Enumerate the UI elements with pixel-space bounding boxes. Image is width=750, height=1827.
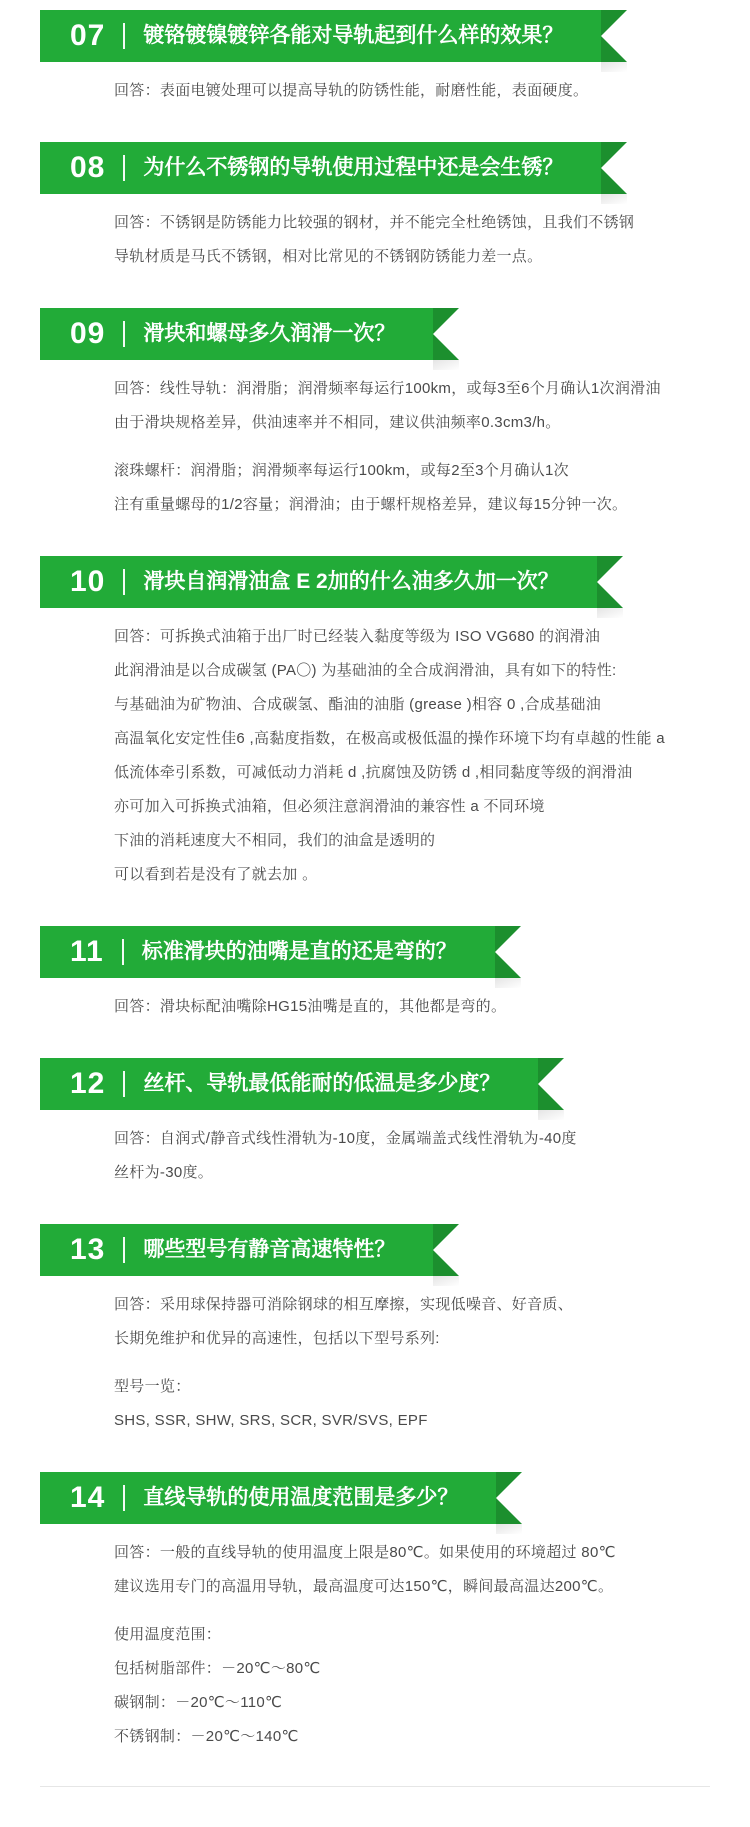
answer-line: SHS, SSR, SHW, SRS, SCR, SVR/SVS, EPF <box>114 1412 428 1429</box>
answer-line: 包括树脂部件：－20℃～80℃ <box>114 1660 321 1677</box>
faq-banner-wrapper <box>0 1058 750 1110</box>
section-spacer <box>0 110 750 136</box>
answer-line: 型号一览： <box>114 1378 191 1395</box>
answer-line: 注有重量螺母的1/2容量；润滑油；由于螺杆规格差异，建议每15分钟一次。 <box>114 496 628 513</box>
answer-line: 与基础油为矿物油、合成碳氢、酯油的油脂 (grease )相容 0 ,合成基础油 <box>114 696 602 713</box>
faq-banner-wrapper <box>0 926 750 978</box>
ribbon-fold-icon <box>433 1224 459 1276</box>
ribbon-fold-icon <box>601 142 627 194</box>
faq-answer <box>0 1290 750 1436</box>
faq-number: 07 <box>70 19 106 52</box>
faq-answer <box>0 76 750 106</box>
section-spacer <box>0 524 750 550</box>
faq-answer <box>0 374 750 520</box>
ribbon-shadow <box>538 1110 564 1120</box>
answer-line: 回答：采用球保持器可消除钢球的相互摩擦，实现低噪音、好音质、 <box>114 1296 574 1313</box>
section-spacer <box>0 276 750 302</box>
faq-question: 标准滑块的油嘴是直的还是弯的？ <box>141 940 457 963</box>
faq-banner <box>40 1058 538 1110</box>
banner-divider <box>123 569 125 595</box>
faq-banner <box>40 308 433 360</box>
answer-line: 回答：不锈钢是防锈能力比较强的钢材，并不能完全杜绝锈蚀，且我们不锈钢 <box>114 214 635 231</box>
answer-line: 回答：自润式/静音式线性滑轨为-10度，金属端盖式线性滑轨为-40度 <box>114 1130 577 1147</box>
faq-banner <box>40 926 495 978</box>
answer-line: 建议选用专门的高温用导轨，最高温度可达150℃，瞬间最高温达200℃。 <box>114 1578 614 1595</box>
faq-answer <box>0 1538 750 1752</box>
answer-line: 低流体牵引系数，可减低动力消耗 d ,抗腐蚀及防锈 d ,相同黏度等级的润滑油 <box>114 764 633 781</box>
answer-line: 丝杆为-30度。 <box>114 1164 214 1181</box>
faq-number: 08 <box>70 151 106 184</box>
banner-divider <box>123 1237 125 1263</box>
faq-item-13 <box>0 1224 750 1466</box>
ribbon-shadow <box>597 608 623 618</box>
section-spacer <box>0 1026 750 1052</box>
ribbon-fold-icon <box>433 308 459 360</box>
answer-line: 回答：一般的直线导轨的使用温度上限是80℃。如果使用的环境超过 80℃ <box>114 1544 616 1561</box>
faq-question: 滑块和螺母多久润滑一次？ <box>143 322 396 345</box>
banner-divider <box>123 1485 125 1511</box>
answer-line: 使用温度范围： <box>114 1626 222 1643</box>
ribbon-shadow <box>433 360 459 370</box>
answer-line: 亦可加入可拆换式油箱，但必须注意润滑油的兼容性 a 不同环境 <box>114 798 545 815</box>
answer-line: 回答：可拆换式油箱于出厂时已经装入黏度等级为 ISO VG680 的润滑油 <box>114 628 601 645</box>
section-spacer <box>0 894 750 920</box>
faq-item-07 <box>0 10 750 136</box>
section-spacer <box>0 1440 750 1466</box>
answer-line: 此润滑油是以合成碳氢 (PA〇) 为基础油的全合成润滑油，具有如下的特性: <box>114 662 617 679</box>
ribbon-shadow <box>601 62 627 72</box>
banner-divider <box>123 23 125 49</box>
faq-item-09 <box>0 308 750 550</box>
faq-question: 为什么不锈钢的导轨使用过程中还是会生锈？ <box>143 156 564 179</box>
faq-number: 13 <box>70 1233 106 1266</box>
faq-item-08 <box>0 142 750 302</box>
faq-banner-wrapper <box>0 10 750 62</box>
faq-number: 12 <box>70 1067 106 1100</box>
answer-line: 高温氧化安定性佳6 ,高黏度指数，在极高或极低温的操作环境下均有卓越的性能 a <box>114 730 665 747</box>
banner-divider <box>123 321 125 347</box>
faq-answer <box>0 208 750 272</box>
answer-line: 回答：线性导轨：润滑脂；润滑频率每运行100km，或每3至6个月确认1次润滑油 <box>114 380 661 397</box>
faq-answer <box>0 992 750 1022</box>
answer-line: 由于滑块规格差异，供油速率并不相同，建议供油频率0.3cm3/h。 <box>114 414 561 431</box>
faq-banner <box>40 1472 496 1524</box>
answer-line: 回答：表面电镀处理可以提高导轨的防锈性能，耐磨性能，表面硬度。 <box>114 82 589 99</box>
faq-banner-wrapper <box>0 308 750 360</box>
faq-answer <box>0 622 750 890</box>
ribbon-shadow <box>496 1524 522 1534</box>
ribbon-fold-icon <box>496 1472 522 1524</box>
footer-divider <box>40 1786 710 1787</box>
section-spacer <box>0 1192 750 1218</box>
ribbon-fold-icon <box>597 556 623 608</box>
answer-line: 下油的消耗速度大不相同，我们的油盒是透明的 <box>114 832 436 849</box>
faq-question: 镀铬镀镍镀锌各能对导轨起到什么样的效果？ <box>143 24 564 47</box>
faq-number: 14 <box>70 1481 106 1514</box>
answer-line: 长期免维护和优异的高速性，包括以下型号系列: <box>114 1330 440 1347</box>
banner-divider <box>123 1071 125 1097</box>
answer-line: 回答：滑块标配油嘴除HG15油嘴是直的，其他都是弯的。 <box>114 998 507 1015</box>
ribbon-fold-icon <box>538 1058 564 1110</box>
faq-number: 09 <box>70 317 106 350</box>
answer-line: 不锈钢制：－20℃～140℃ <box>114 1728 299 1745</box>
faq-question: 直线导轨的使用温度范围是多少？ <box>143 1486 459 1509</box>
ribbon-shadow <box>601 194 627 204</box>
faq-banner <box>40 1224 433 1276</box>
faq-banner <box>40 556 597 608</box>
faq-number: 11 <box>70 935 104 968</box>
answer-line: 导轨材质是马氏不锈钢，相对比常见的不锈钢防锈能力差一点。 <box>114 248 543 265</box>
answer-line: 碳钢制：－20℃～110℃ <box>114 1694 283 1711</box>
banner-divider <box>122 939 124 965</box>
faq-banner <box>40 10 601 62</box>
faq-item-12 <box>0 1058 750 1218</box>
banner-divider <box>123 155 125 181</box>
answer-line: 可以看到若是没有了就去加 。 <box>114 866 318 883</box>
faq-banner-wrapper <box>0 1224 750 1276</box>
faq-question: 丝杆、导轨最低能耐的低温是多少度？ <box>143 1072 501 1095</box>
faq-answer <box>0 1124 750 1188</box>
faq-question: 滑块自润滑油盒 E 2加的什么油多久加一次？ <box>143 570 559 593</box>
faq-banner <box>40 142 601 194</box>
faq-item-11 <box>0 926 750 1052</box>
faq-banner-wrapper <box>0 142 750 194</box>
faq-item-10 <box>0 556 750 920</box>
ribbon-fold-icon <box>495 926 521 978</box>
answer-line: 滚珠螺杆：润滑脂；润滑频率每运行100km，或每2至3个月确认1次 <box>114 462 569 479</box>
ribbon-shadow <box>495 978 521 988</box>
faq-number: 10 <box>70 565 106 598</box>
faq-item-14 <box>0 1472 750 1752</box>
faq-banner-wrapper <box>0 1472 750 1524</box>
ribbon-shadow <box>433 1276 459 1286</box>
faq-question: 哪些型号有静音高速特性？ <box>143 1238 396 1261</box>
faq-banner-wrapper <box>0 556 750 608</box>
ribbon-fold-icon <box>601 10 627 62</box>
